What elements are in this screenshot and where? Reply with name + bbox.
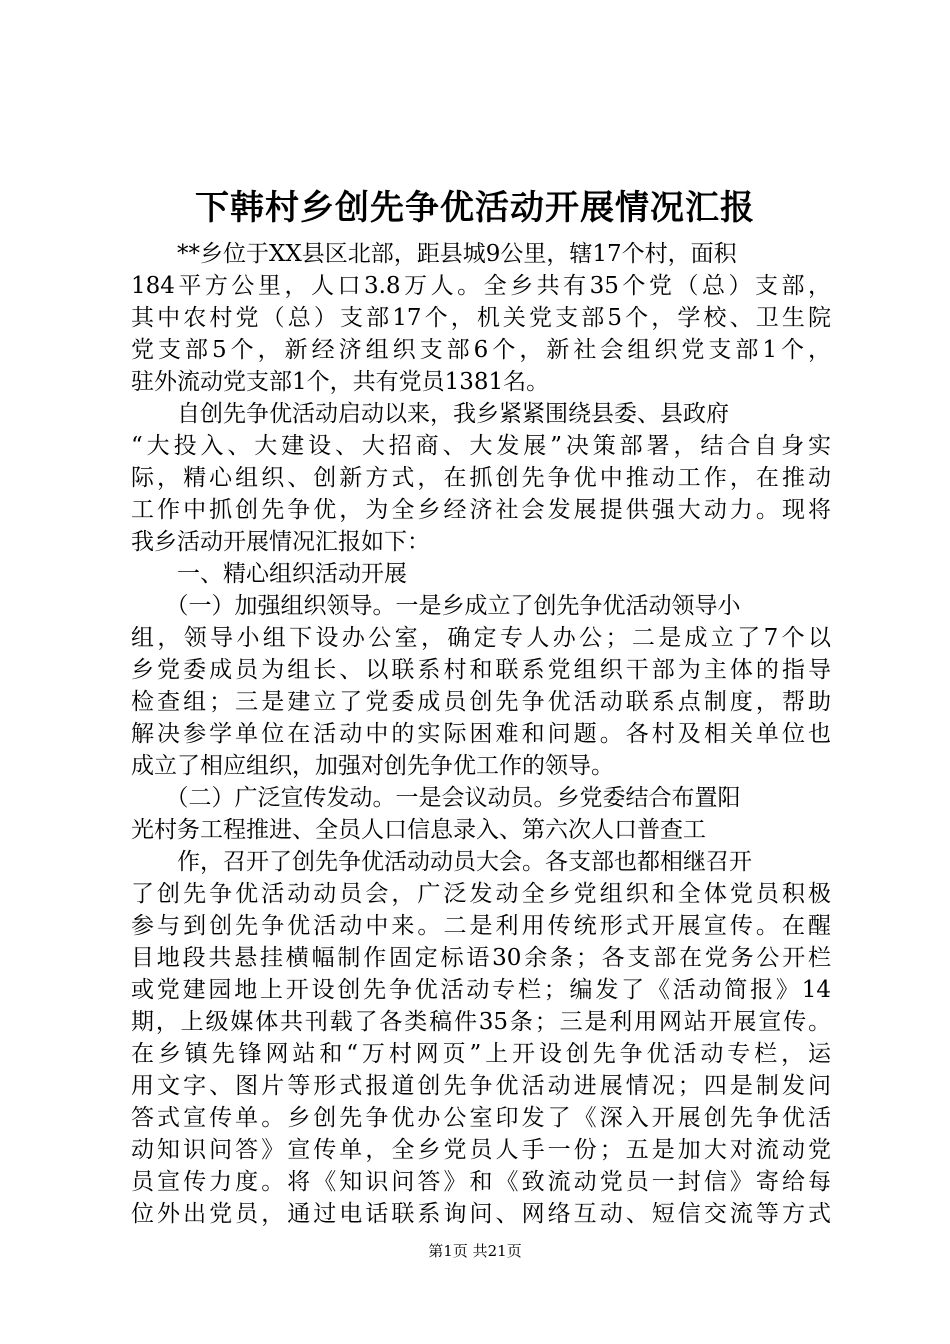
body-line: （二）广泛宣传发动。一是会议动员。乡党委结合布置阳: [131, 785, 741, 811]
body-line: （一）加强组织领导。一是乡成立了创先争优活动领导小: [131, 593, 741, 619]
body-line: 了创先争优活动动员会，广泛发动全乡党组织和全体党员积极: [131, 881, 831, 907]
body-line: 光村务工程推进、全员人口信息录入、第六次人口普查工: [131, 817, 706, 843]
body-line: 答式宣传单。乡创先争优办公室印发了《深入开展创先争优活: [131, 1105, 831, 1131]
body-line: 或党建园地上开设创先争优活动专栏；编发了《活动简报》14: [131, 977, 831, 1003]
body-line: 员宣传力度。将《知识问答》和《致流动党员一封信》寄给每: [131, 1169, 831, 1195]
body-line: 期，上级媒体共刊载了各类稿件35条；三是利用网站开展宣传。: [131, 1009, 831, 1035]
body-line: 在乡镇先锋网站和“万村网页”上开设创先争优活动专栏，运: [131, 1041, 831, 1067]
body-line: 际，精心组织、创新方式，在抓创先争优中推动工作，在推动: [131, 465, 831, 491]
body-line: 自创先争优活动启动以来，我乡紧紧围绕县委、县政府: [131, 401, 729, 427]
body-line: 成立了相应组织，加强对创先争优工作的领导。: [131, 753, 614, 779]
body-line: 作，召开了创先争优活动动员大会。各支部也都相继召开: [131, 849, 752, 875]
page-number-footer: 第1页 共21页: [428, 1242, 522, 1260]
body-line: 参与到创先争优活动中来。二是利用传统形式开展宣传。在醒: [131, 913, 831, 939]
body-line: “大投入、大建设、大招商、大发展”决策部署，结合自身实: [131, 433, 831, 459]
body-line: 动知识问答》宣传单，全乡党员人手一份；五是加大对流动党: [131, 1137, 831, 1163]
body-line: **乡位于XX县区北部，距县城9公里，辖17个村，面积: [131, 241, 737, 267]
document-body: [131, 238, 831, 1230]
body-line: 驻外流动党支部1个，共有党员1381名。: [131, 369, 550, 395]
body-line: 我乡活动开展情况汇报如下：: [131, 529, 430, 555]
body-line: 解决参学单位在活动中的实际困难和问题。各村及相关单位也: [131, 721, 831, 747]
body-line: 工作中抓创先争优，为全乡经济社会发展提供强大动力。现将: [131, 497, 831, 523]
body-line: 184平方公里，人口3.8万人。全乡共有35个党（总）支部，: [131, 273, 831, 299]
body-line: 其中农村党（总）支部17个，机关党支部5个，学校、卫生院: [131, 305, 831, 331]
body-line: 检查组；三是建立了党委成员创先争优活动联系点制度，帮助: [131, 689, 831, 715]
body-line: 党支部5个，新经济组织支部6个，新社会组织党支部1个，: [131, 337, 831, 363]
body-line: 乡党委成员为组长、以联系村和联系党组织干部为主体的指导: [131, 657, 831, 683]
body-line: 用文字、图片等形式报道创先争优活动进展情况；四是制发问: [131, 1073, 831, 1099]
section-heading: 一、精心组织活动开展: [131, 561, 407, 587]
body-line: 位外出党员，通过电话联系询问、网络互动、短信交流等方式: [131, 1201, 831, 1227]
document-title: 下韩村乡创先争优活动开展情况汇报: [195, 188, 755, 228]
body-line: 组，领导小组下设办公室，确定专人办公；二是成立了7个以: [131, 625, 831, 651]
body-line: 目地段共悬挂横幅制作固定标语30余条；各支部在党务公开栏: [131, 945, 831, 971]
